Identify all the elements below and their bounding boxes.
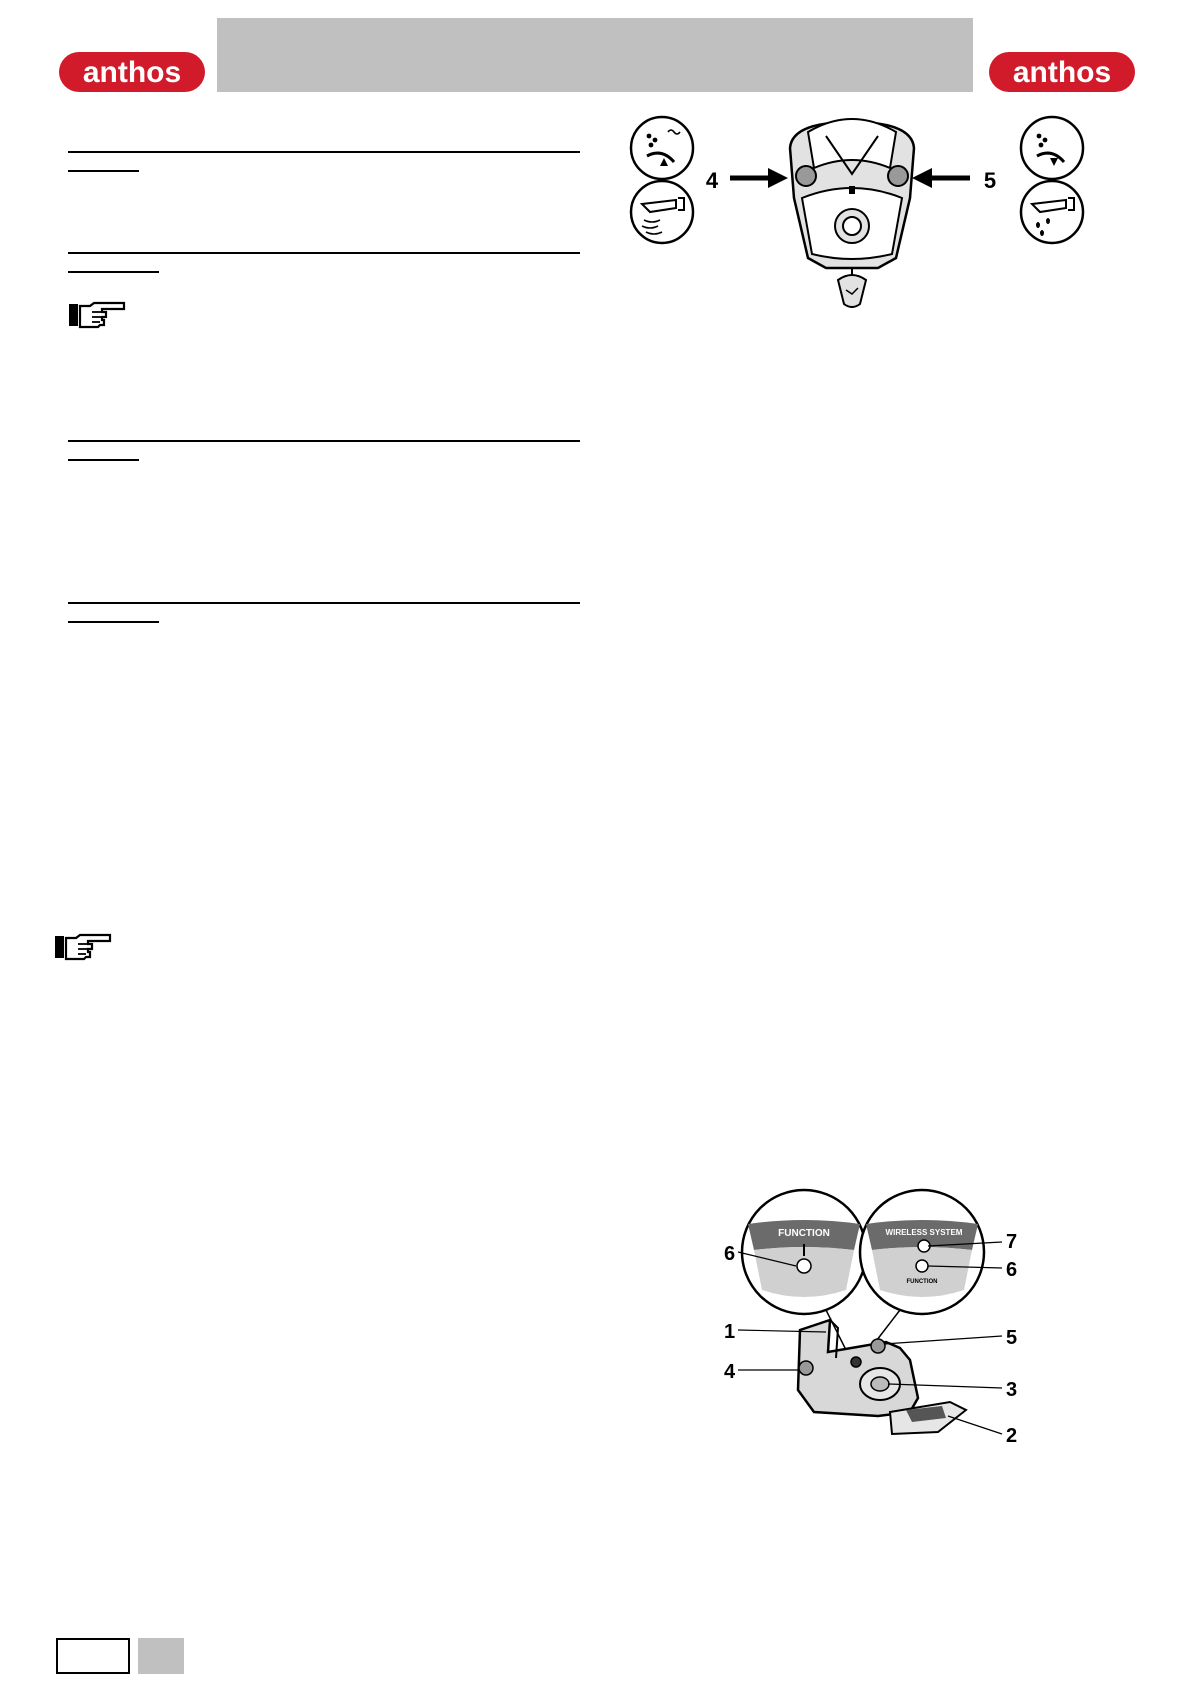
- anthos-logo-right: [988, 50, 1136, 94]
- page-number-box: [56, 1638, 130, 1674]
- section-rule-4: [68, 602, 580, 604]
- section-rule-2-stub: [68, 271, 159, 273]
- callout-7: 7: [1006, 1231, 1018, 1253]
- header-bar: [217, 18, 973, 92]
- callout-5: 5: [983, 168, 997, 193]
- foot-control-body: [790, 119, 914, 307]
- logo-text-left: anthos: [82, 56, 182, 89]
- wireless-panel-magnifier: [860, 1190, 984, 1314]
- callout-2: 2: [1006, 1425, 1018, 1447]
- callout-5: 5: [1006, 1327, 1018, 1349]
- foot-control-perspective-body: [798, 1320, 966, 1434]
- callout-4: 4: [724, 1361, 736, 1383]
- callout-4: 4: [705, 168, 719, 193]
- section-rule-1: [68, 151, 580, 153]
- chip-air-down-icon: [1021, 117, 1083, 179]
- section-rule-3: [68, 440, 580, 442]
- section-rule-1-stub: [68, 170, 139, 172]
- section-rule-2: [68, 252, 580, 254]
- pointing-hand-icon: [68, 300, 128, 330]
- pointing-hand-icon: [54, 932, 114, 962]
- handpiece-water-drops-icon: [1021, 181, 1083, 243]
- panel-wireless-label: WIRELESS SYSTEM: [885, 1228, 963, 1237]
- callout-6-left: 6: [724, 1243, 736, 1265]
- panel-function-label: FUNCTION: [778, 1228, 830, 1239]
- panel-function-label-lower: FUNCTION: [906, 1279, 938, 1285]
- chip-air-icon: [631, 117, 693, 179]
- function-panel-magnifier: [742, 1190, 866, 1314]
- callout-1: 1: [724, 1321, 736, 1343]
- foot-control-top-view-figure: [620, 108, 1100, 308]
- page-number-grey-box: [138, 1638, 184, 1674]
- logo-text-right: anthos: [1012, 56, 1112, 89]
- callout-6-right: 6: [1006, 1259, 1018, 1281]
- section-rule-3-stub: [68, 459, 139, 461]
- section-rule-4-stub: [68, 621, 159, 623]
- anthos-logo-left: [58, 50, 206, 94]
- callout-3: 3: [1006, 1379, 1018, 1401]
- handpiece-spray-icon: [631, 181, 693, 243]
- foot-control-wireless-figure: [710, 1180, 1020, 1490]
